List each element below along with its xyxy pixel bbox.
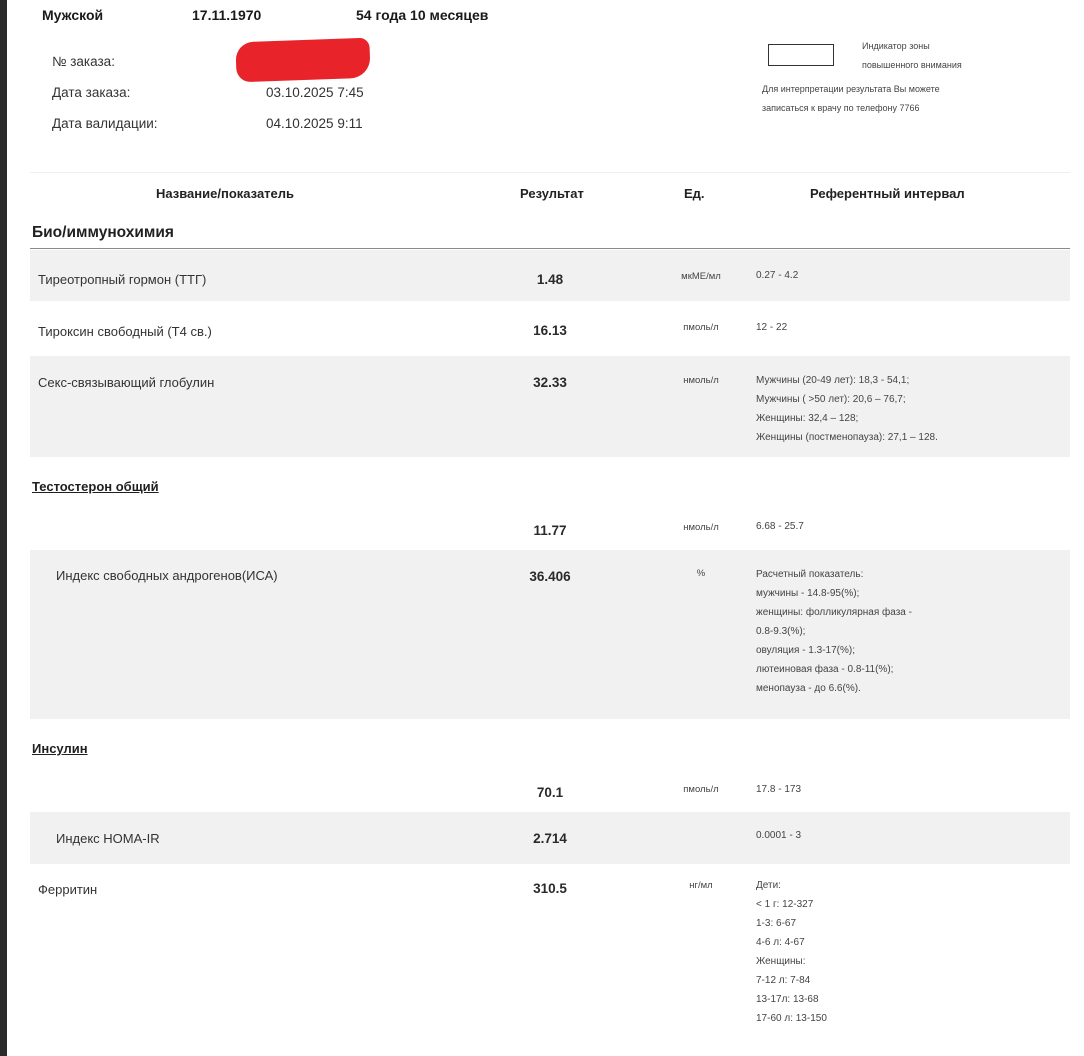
test-name: Тиреотропный гормон (ТТГ) xyxy=(38,272,207,287)
validation-date-label: Дата валидации: xyxy=(52,116,158,131)
order-date-label: Дата заказа: xyxy=(52,85,131,100)
test-unit: пмоль/л xyxy=(683,784,719,795)
test-reference: Мужчины (20-49 лет): 18,3 - 54,1; Мужчины ( >50 лет): 20,6 – 76,7; Женщины: 32,4 – 128; Женщины (постменопауза): 27,1 – 128. xyxy=(756,375,938,443)
interpretation-line: Для интерпретации результата Вы можете xyxy=(762,84,940,94)
test-unit: пмоль/л xyxy=(683,322,719,333)
test-result: 310.5 xyxy=(533,881,567,896)
test-unit: мкМЕ/мл xyxy=(681,271,721,282)
indicator-legend-line: Индикатор зоны xyxy=(862,41,930,51)
patient-sex: Мужской xyxy=(42,7,104,23)
col-header-reference: Референтный интервал xyxy=(810,186,965,201)
header-top-separator xyxy=(30,172,1070,173)
test-name: Тироксин свободный (Т4 св.) xyxy=(38,324,212,339)
test-reference: 0.0001 - 3 xyxy=(756,830,802,841)
test-result: 2.714 xyxy=(533,831,567,846)
redaction-mark xyxy=(235,38,370,83)
test-result: 1.48 xyxy=(536,272,564,287)
left-page-border xyxy=(0,0,7,1056)
test-reference: 6.68 - 25.7 xyxy=(756,521,804,532)
section-testosterone: Тестостерон общий xyxy=(32,479,159,494)
test-reference: Дети: < 1 г: 12-327 1-3: 6-67 4-6 л: 4-67 Женщины: 7-12 л: 7-84 13-17л: 13-68 17-60 л: 13-150 xyxy=(756,880,827,1024)
test-unit: % xyxy=(696,568,706,579)
test-reference: 0.27 - 4.2 xyxy=(756,270,799,281)
test-name: Ферритин xyxy=(38,882,98,897)
interpretation-note xyxy=(762,80,1022,118)
patient-age: 54 года 10 месяцев xyxy=(356,7,489,23)
test-result: 70.1 xyxy=(536,785,564,800)
test-unit: нмоль/л xyxy=(683,375,719,386)
test-reference: 17.8 - 173 xyxy=(756,784,802,795)
patient-birth-date: 17.11.1970 xyxy=(192,7,262,23)
test-result: 11.77 xyxy=(533,523,567,538)
indicator-legend-line: повышенного внимания xyxy=(862,60,962,70)
test-result: 36.406 xyxy=(529,569,571,584)
test-name: Индекс свободных андрогенов(ИСА) xyxy=(56,568,278,583)
order-date-value: 03.10.2025 7:45 xyxy=(266,85,364,100)
test-name: Секс-связывающий глобулин xyxy=(38,375,215,390)
interpretation-line: записаться к врачу по телефону 7766 xyxy=(762,103,920,113)
col-header-unit: Ед. xyxy=(684,186,705,201)
test-reference: 12 - 22 xyxy=(756,322,788,333)
order-number-label: № заказа: xyxy=(52,54,115,69)
indicator-legend xyxy=(862,37,1022,75)
test-result: 32.33 xyxy=(533,375,567,390)
test-unit: нг/мл xyxy=(689,880,713,891)
col-header-name: Название/показатель xyxy=(156,186,295,201)
test-unit: нмоль/л xyxy=(683,522,719,533)
section-insulin: Инсулин xyxy=(32,741,88,756)
section-separator xyxy=(30,248,1070,249)
test-name: Индекс HOMA-IR xyxy=(56,831,160,846)
col-header-result: Результат xyxy=(520,186,584,201)
test-reference: Расчетный показатель: мужчины - 14.8-95(%); женщины: фолликулярная фаза - 0.8-9.3(%); овуляция - 1.3-17(%); лютеиновая фаза - 0.8-11(%); менопауза - до 6.6(%). xyxy=(756,569,912,694)
validation-date-value: 04.10.2025 9:11 xyxy=(266,116,363,131)
section-bio-immunochemistry: Био/иммунохимия xyxy=(32,224,174,241)
attention-indicator-box xyxy=(768,44,834,66)
test-result: 16.13 xyxy=(533,323,567,338)
